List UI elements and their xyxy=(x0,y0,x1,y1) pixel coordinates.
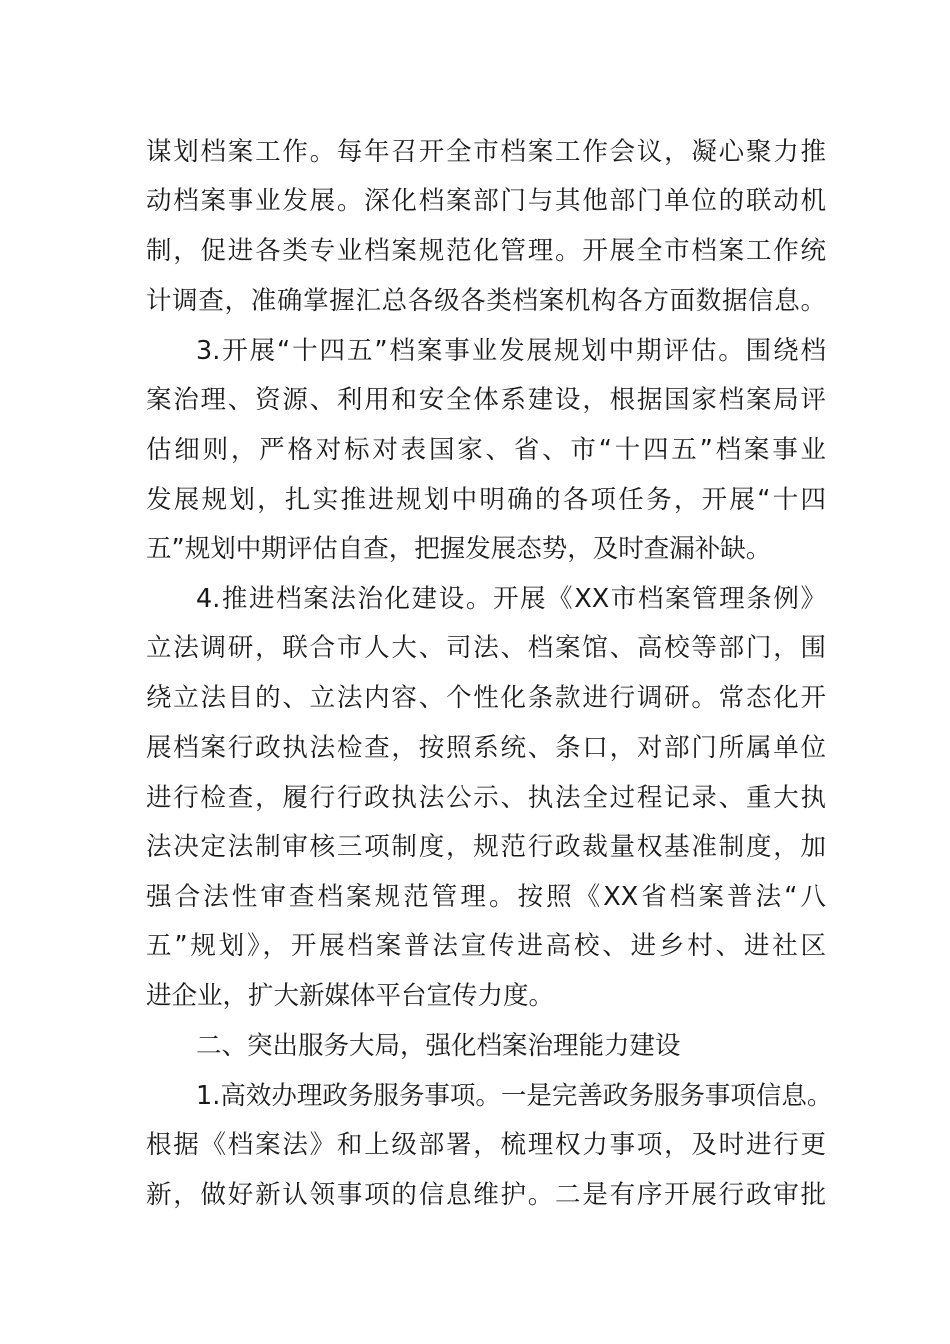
section-heading-3: 3.开展“十四五”档案事业发展规划中期评估。围绕档 xyxy=(196,336,826,366)
chapter-heading: 二、突出服务大局，强化档案治理能力建设 xyxy=(196,1031,681,1061)
text-line: 案治理、资源、利用和安全体系建设，根据国家档案局评 xyxy=(146,385,826,415)
section-heading-1: 1.高效办理政务服务事项。一是完善政务服务事项信息。 xyxy=(196,1081,833,1111)
text-line: 绕立法目的、立法内容、个性化条款进行调研。常态化开 xyxy=(146,683,826,713)
text-line: 进行检查，履行行政执法公示、执法全过程记录、重大执 xyxy=(146,783,826,813)
text-line: 强合法性审查档案规范管理。按照《XX省档案普法“八 xyxy=(146,882,826,912)
text-line: 五”规划》，开展档案普法宣传进高校、进乡村、进社区 xyxy=(146,931,826,961)
text-line: 五”规划中期评估自查，把握发展态势，及时查漏补缺。 xyxy=(146,534,772,564)
text-line: 计调查，准确掌握汇总各级各类档案机构各方面数据信息。 xyxy=(146,286,826,316)
text-line: 发展规划，扎实推进规划中明确的各项任务，开展“十四 xyxy=(146,485,826,515)
text-line: 进企业，扩大新媒体平台宣传力度。 xyxy=(146,981,555,1011)
section-heading-4: 4.推进档案法治化建设。开展《XX市档案管理条例》 xyxy=(196,584,826,614)
text-line: 动档案事业发展。深化档案部门与其他部门单位的联动机 xyxy=(146,186,826,216)
text-line: 根据《档案法》和上级部署，梳理权力事项，及时进行更 xyxy=(146,1130,826,1160)
text-line: 谋划档案工作。每年召开全市档案工作会议，凝心聚力推 xyxy=(146,137,826,167)
text-line: 展档案行政执法检查，按照系统、条口，对部门所属单位 xyxy=(146,733,826,763)
text-line: 估细则，严格对标对表国家、省、市“十四五”档案事业 xyxy=(146,435,826,465)
text-line: 新，做好新认领事项的信息维护。二是有序开展行政审批 xyxy=(146,1180,826,1210)
text-line: 立法调研，联合市人大、司法、档案馆、高校等部门，围 xyxy=(146,633,826,663)
text-line: 制，促进各类专业档案规范化管理。开展全市档案工作统 xyxy=(146,236,826,266)
text-line: 法决定法制审核三项制度，规范行政裁量权基准制度，加 xyxy=(146,832,826,862)
